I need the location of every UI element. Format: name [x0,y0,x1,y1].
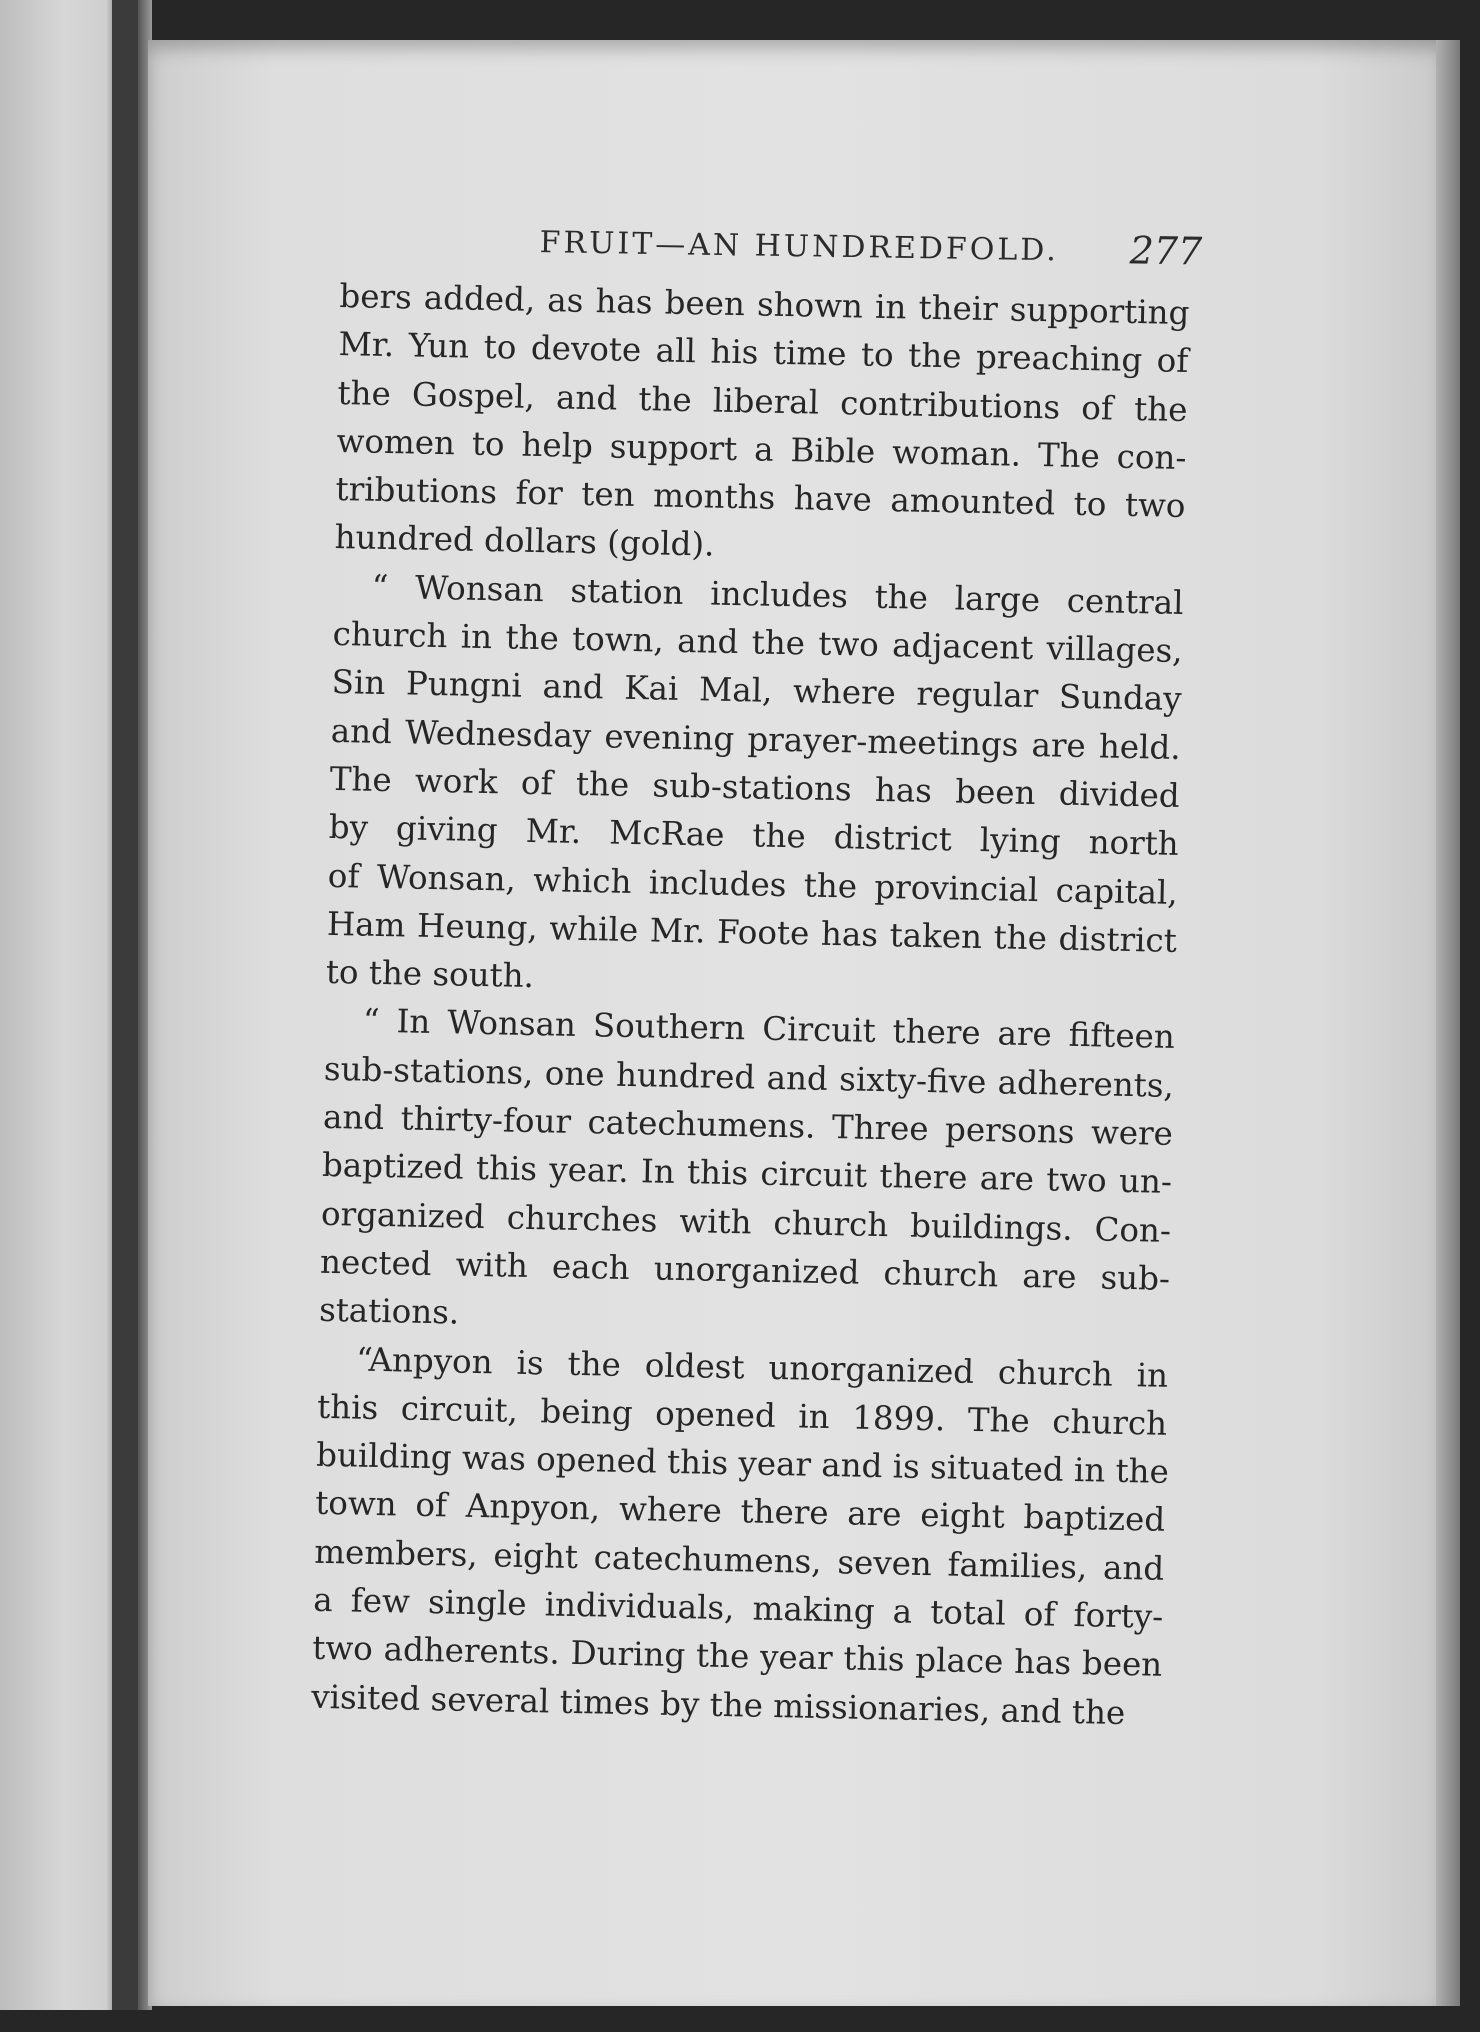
text-line: to the south. [325,953,535,996]
page-number: 277 [1129,228,1203,274]
paragraph [325,562,1184,1014]
running-head-title: FRUIT—AN HUNDREDFOLD. [539,225,1060,269]
text-line: “Anpyon is the oldest unorganized church in [355,1340,1169,1395]
page-edge-right [1436,40,1460,2006]
text-line: nected with each unorganized church are sub- [319,1242,1171,1298]
text-line: two adherents. During the year this place has been [311,1629,1163,1685]
text-line: Ham Heung, while Mr. Foote has taken the district [326,904,1178,960]
text-line: Sin Pungni and Kai Mal, where regular Sunday [331,663,1182,719]
text-line: bers added, as has been shown in their supporting [339,276,1190,333]
paragraph [334,272,1190,579]
text-line: organized churches with church buildings. Con- [320,1194,1172,1250]
text-line: “ Wonsan station includes the large central [371,567,1184,622]
text-line: church in the town, and the two adjacent villages, [332,615,1183,671]
text-line: Mr. Yun to devote all his time to the preaching of [338,325,1189,381]
text-line: a few single individuals, making a total of forty- [312,1580,1164,1636]
text-line: sub-stations, one hundred and sixty-five adherents, [323,1049,1175,1105]
text-line: the Gospel, and the liberal contributions of the [337,373,1188,429]
text-line: by giving Mr. McRae the district lying north [328,808,1180,864]
text-line: and Wednesday evening prayer-meetings are held. [330,711,1182,767]
text-line: this circuit, being opened in 1899. The church [316,1387,1168,1443]
text-line: stations. [318,1291,460,1332]
text-line: hundred dollars (gold). [334,518,715,565]
body-text [311,272,1190,1738]
text-line: building was opened this year and is situated in the [315,1435,1170,1491]
text-line: The work of the sub-stations has been divided [329,759,1181,815]
text-line: “ In Wonsan Southern Circuit there are fifteen [362,1002,1176,1057]
text-line: of Wonsan, which includes the provincial capital, [327,856,1179,912]
text-line: visited several times by the missionaries, and the [311,1677,1126,1732]
text-line: baptized this year. In this circuit there are two un- [321,1146,1173,1202]
text-line: town of Anpyon, where there are eight baptized [314,1484,1166,1540]
text-line: women to help support a Bible woman. The con- [336,421,1187,477]
text-line: members, eight catechumens, seven families, and [313,1532,1165,1588]
paragraph [311,1334,1169,1737]
text-line: and thirty-four catechumens. Three persons were [322,1097,1174,1153]
facing-page-edge [0,0,118,2010]
text-line: tributions for ten months have amounted to two [335,470,1186,526]
paragraph [319,996,1176,1351]
